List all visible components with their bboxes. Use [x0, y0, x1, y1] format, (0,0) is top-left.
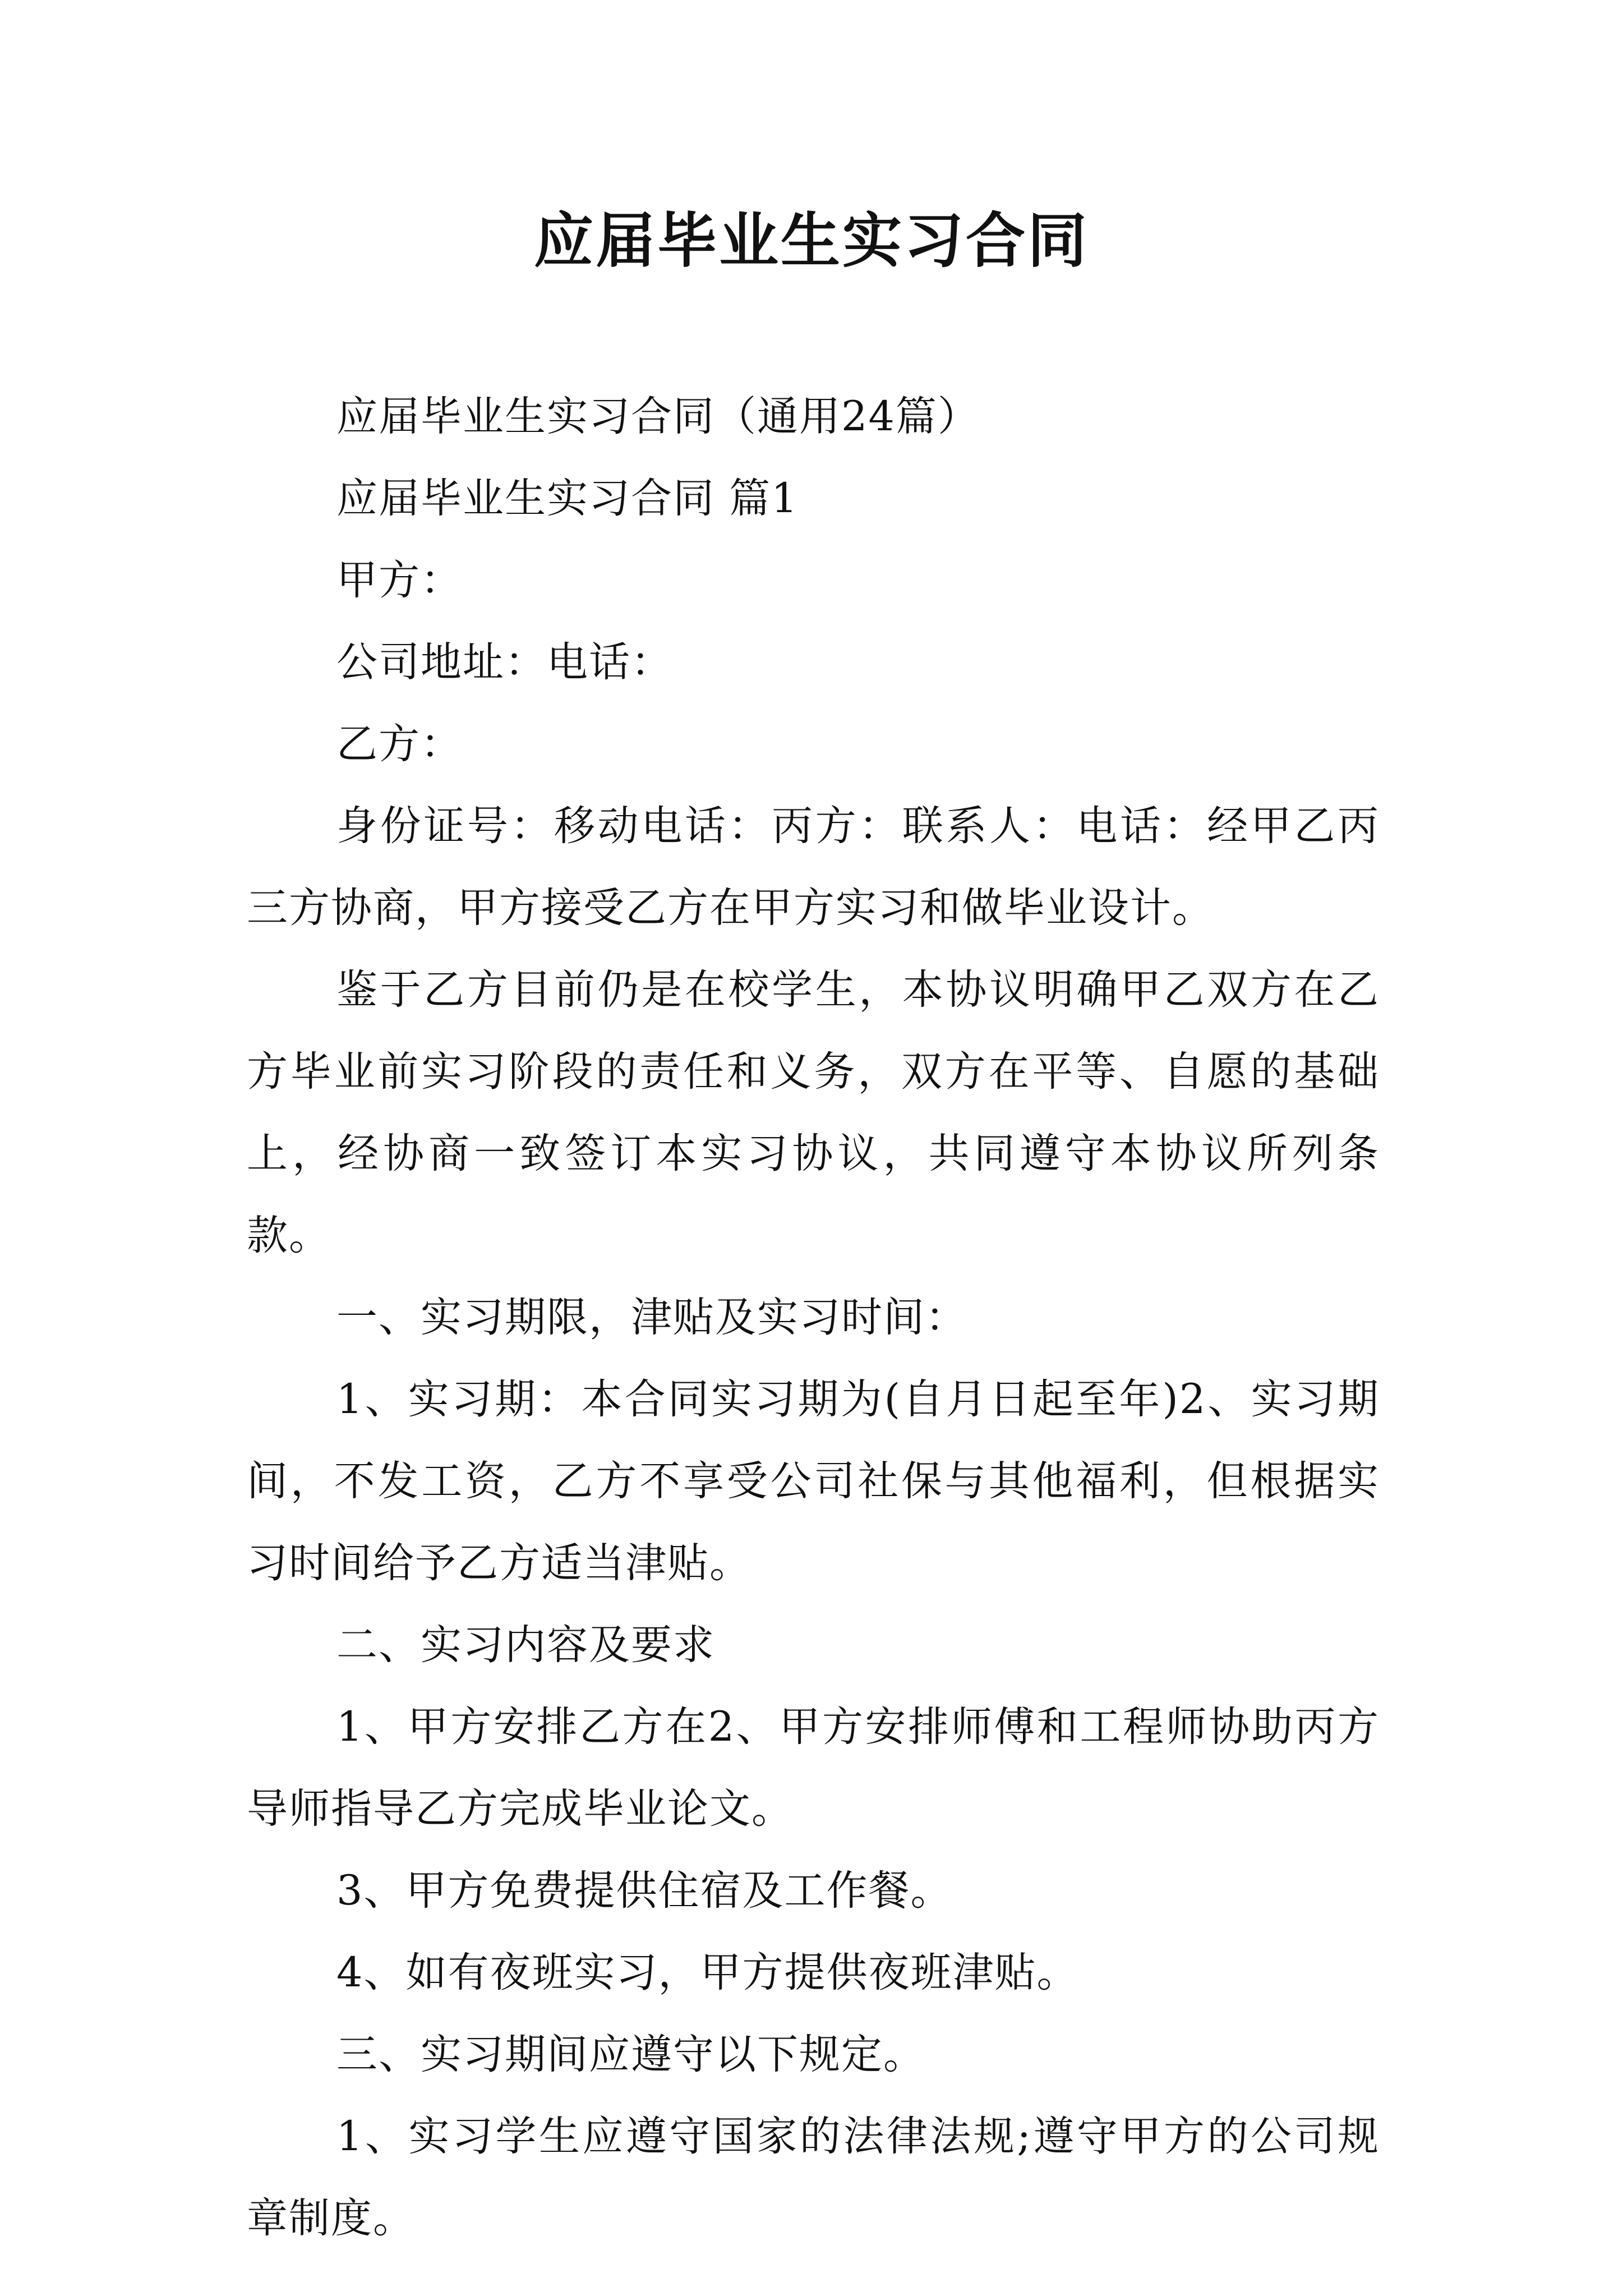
paragraph-preamble: 鉴于乙方目前仍是在校学生，本协议明确甲乙双方在乙方毕业前实习阶段的责任和义务，双方在平等、自愿的基础上，经协商一致签订本实习协议，共同遵守本协议所列条款。	[247, 966, 1380, 1259]
paragraph-party-a: 甲方：	[336, 556, 463, 604]
paragraph-heading-one: 一、实习期限，津贴及实习时间：	[336, 1294, 967, 1341]
paragraph-company-address: 公司地址：电话：	[336, 638, 673, 686]
paragraph-arrangement: 1、甲方安排乙方在2、甲方安排师傅和工程师协助丙方导师指导乙方完成毕业论文。	[247, 1703, 1380, 1833]
paragraph-accommodation: 3、甲方免费提供住宿及工作餐。	[336, 1867, 953, 1915]
document-body	[247, 376, 1380, 2260]
paragraph-subtitle: 应届毕业生实习合同（通用24篇）	[336, 393, 980, 440]
paragraph-internship-period: 1、实习期：本合同实习期为(自月日起至年)2、实习期间，不发工资，乙方不享受公司社保与其他福利，但根据实习时间给予乙方适当津贴。	[247, 1375, 1380, 1587]
paragraph-section-heading: 应届毕业生实习合同 篇1	[336, 475, 799, 522]
paragraph-id-contact: 身份证号：移动电话：丙方：联系人：电话：经甲乙丙三方协商，甲方接受乙方在甲方实习和做毕业设计。	[247, 802, 1380, 932]
paragraph-night-shift: 4、如有夜班实习，甲方提供夜班津贴。	[336, 1949, 1079, 1996]
paragraph-heading-three: 三、实习期间应遵守以下规定。	[336, 2031, 925, 2078]
paragraph-heading-two: 二、实习内容及要求	[336, 1621, 715, 1669]
paragraph-party-b: 乙方：	[336, 720, 463, 768]
document-title: 应届毕业生实习合同	[534, 206, 1089, 275]
paragraph-rules: 1、实习学生应遵守国家的法律法规;遵守甲方的公司规章制度。	[247, 2113, 1380, 2242]
